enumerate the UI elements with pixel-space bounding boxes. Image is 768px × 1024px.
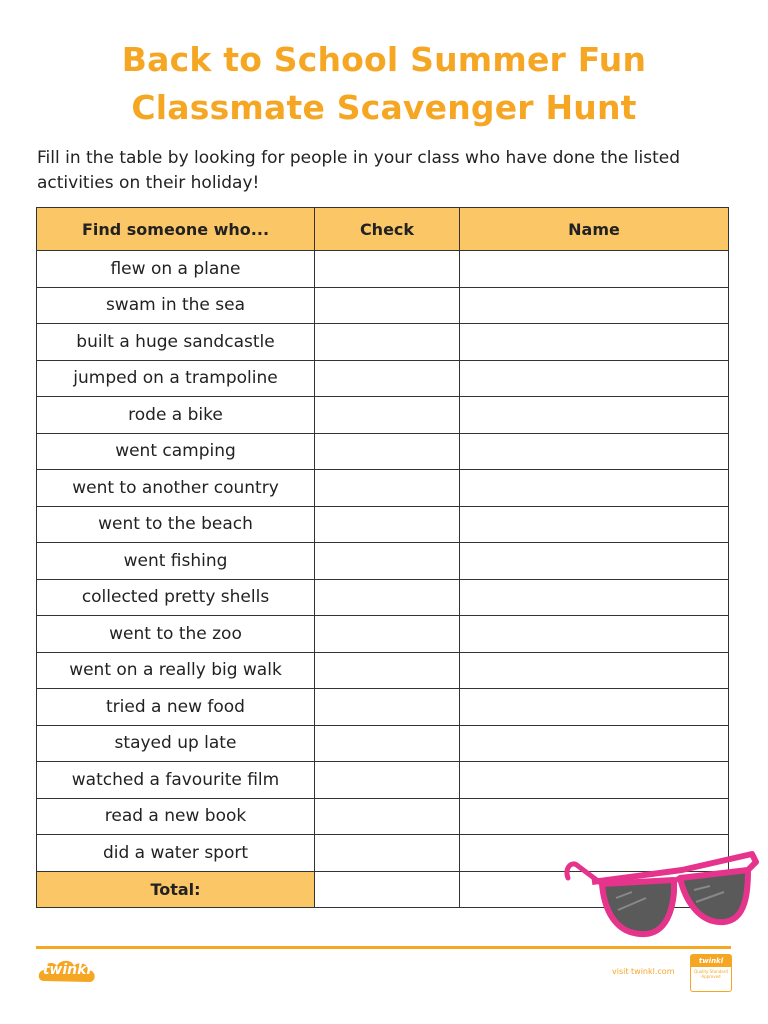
table-row (37, 506, 729, 543)
name-cell[interactable] (460, 652, 729, 689)
check-cell[interactable] (315, 798, 460, 835)
name-cell[interactable] (460, 543, 729, 580)
table-row (37, 360, 729, 397)
scavenger-hunt-table (36, 207, 729, 908)
activity-cell: went to the beach (37, 506, 315, 543)
table-row (37, 798, 729, 835)
page-title-line-1: Back to School Summer Fun (121, 40, 647, 79)
table-row (37, 251, 729, 288)
activity-cell: read a new book (37, 798, 315, 835)
activity-cell: went camping (37, 433, 315, 470)
activity-cell: jumped on a trampoline (37, 360, 315, 397)
table-row (37, 287, 729, 324)
name-cell[interactable] (460, 725, 729, 762)
total-label: Total: (37, 871, 315, 907)
activity-cell: stayed up late (37, 725, 315, 762)
name-cell[interactable] (460, 360, 729, 397)
activity-cell: collected pretty shells (37, 579, 315, 616)
table-header-row (37, 208, 729, 251)
activity-cell: rode a bike (37, 397, 315, 434)
activity-cell: tried a new food (37, 689, 315, 726)
check-cell[interactable] (315, 579, 460, 616)
activity-cell: went to the zoo (37, 616, 315, 653)
check-cell[interactable] (315, 506, 460, 543)
table-row (37, 725, 729, 762)
name-cell[interactable] (460, 251, 729, 288)
name-cell[interactable] (460, 506, 729, 543)
check-cell[interactable] (315, 397, 460, 434)
table-row (37, 616, 729, 653)
check-cell[interactable] (315, 251, 460, 288)
name-cell[interactable] (460, 433, 729, 470)
activity-cell: went fishing (37, 543, 315, 580)
logo-text: twinkl (42, 962, 92, 978)
total-check-cell[interactable] (315, 871, 460, 907)
table-row (37, 652, 729, 689)
table-row (37, 397, 729, 434)
check-cell[interactable] (315, 835, 460, 872)
header-check: Check (315, 208, 460, 251)
activity-cell: went to another country (37, 470, 315, 507)
name-cell[interactable] (460, 689, 729, 726)
activity-cell: flew on a plane (37, 251, 315, 288)
badge-title: twinkl (691, 955, 731, 967)
check-cell[interactable] (315, 543, 460, 580)
table-row (37, 324, 729, 361)
quality-badge (690, 954, 732, 992)
check-cell[interactable] (315, 689, 460, 726)
name-cell[interactable] (460, 397, 729, 434)
sunglasses-icon (562, 848, 760, 944)
name-cell[interactable] (460, 287, 729, 324)
activity-cell: went on a really big walk (37, 652, 315, 689)
table-row (37, 470, 729, 507)
table-row (37, 543, 729, 580)
table-row (37, 762, 729, 799)
header-find-someone: Find someone who... (37, 208, 315, 251)
page-title-line-2: Classmate Scavenger Hunt (131, 88, 637, 127)
check-cell[interactable] (315, 725, 460, 762)
activity-cell: watched a favourite film (37, 762, 315, 799)
check-cell[interactable] (315, 762, 460, 799)
name-cell[interactable] (460, 798, 729, 835)
name-cell[interactable] (460, 324, 729, 361)
check-cell[interactable] (315, 433, 460, 470)
visit-link[interactable]: visit twinkl.com (612, 967, 675, 976)
check-cell[interactable] (315, 470, 460, 507)
table-row (37, 433, 729, 470)
check-cell[interactable] (315, 287, 460, 324)
activity-cell: did a water sport (37, 835, 315, 872)
name-cell[interactable] (460, 762, 729, 799)
name-cell[interactable] (460, 616, 729, 653)
footer-divider (36, 946, 731, 949)
check-cell[interactable] (315, 360, 460, 397)
badge-subtitle: Quality Standard Approved (694, 969, 728, 979)
table-row (37, 689, 729, 726)
instructions: Fill in the table by looking for people in your class who have done the listed activities on their holiday! (37, 148, 680, 193)
header-name: Name (460, 208, 729, 251)
name-cell[interactable] (460, 470, 729, 507)
activity-cell: built a huge sandcastle (37, 324, 315, 361)
check-cell[interactable] (315, 324, 460, 361)
name-cell[interactable] (460, 579, 729, 616)
check-cell[interactable] (315, 616, 460, 653)
table-row (37, 579, 729, 616)
check-cell[interactable] (315, 652, 460, 689)
activity-cell: swam in the sea (37, 287, 315, 324)
